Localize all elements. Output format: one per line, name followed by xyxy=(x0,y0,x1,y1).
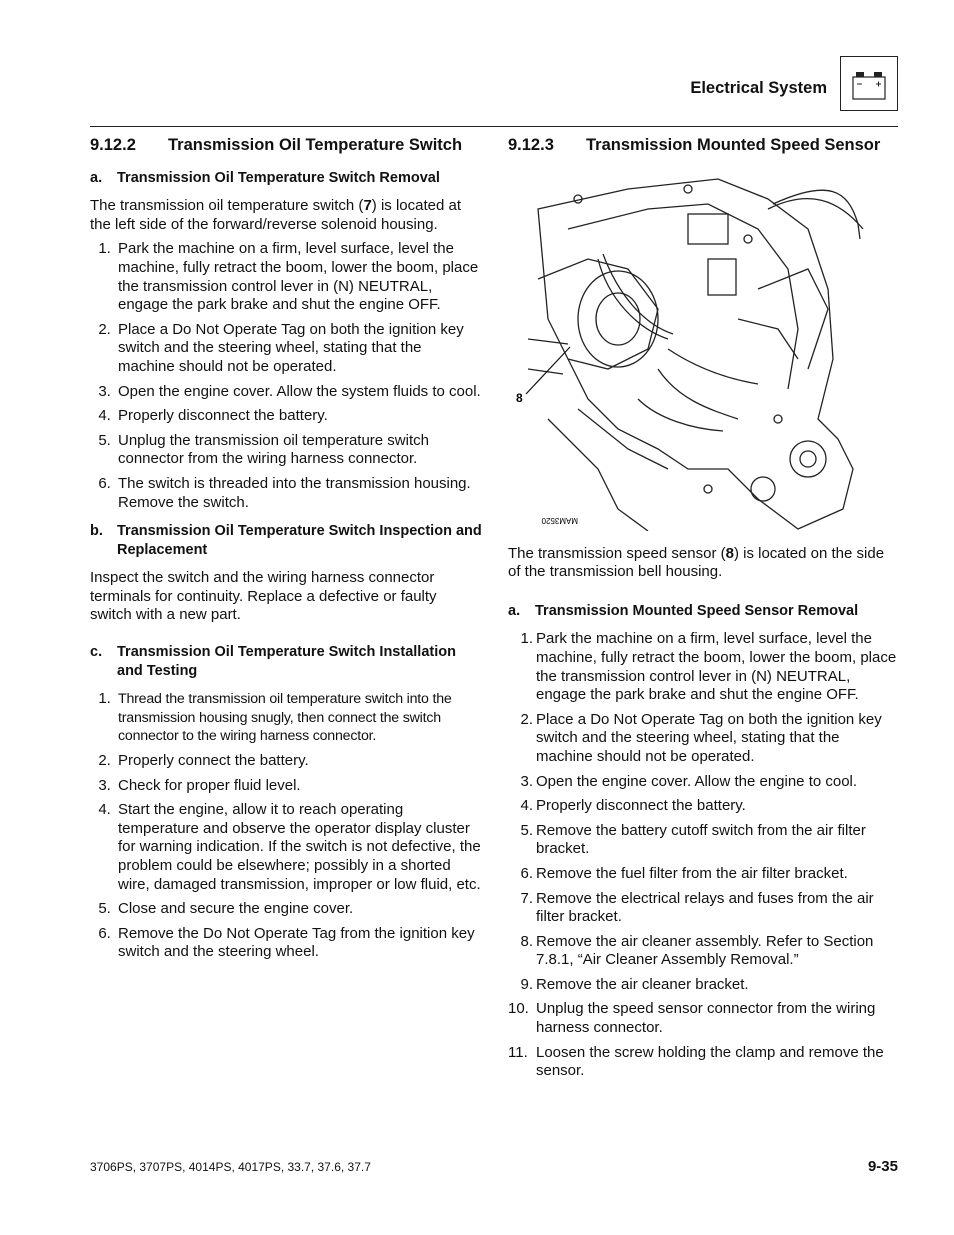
header-section-title: Electrical System xyxy=(690,79,827,97)
list-item: 6. Remove the Do Not Operate Tag from the ignition key switch and the steering wheel. xyxy=(90,924,475,961)
subsection-title: Transmission Oil Temperature Switch Removal xyxy=(117,169,440,186)
list-item: 11. Loosen the screw holding the clamp and remove the sensor. xyxy=(508,1043,884,1080)
section-title: Transmission Oil Temperature Switch xyxy=(168,136,463,154)
list-item: 3. Open the engine cover. Allow the engine to cool. xyxy=(508,772,858,790)
list-item: 4. Start the engine, allow it to reach operating temperature and observe the operator display cluster for warning indication. If the switch is not defective, the problem could be elsewhere; possibly in a shorted wire, damaged transmission, improper or low fluid, etc. xyxy=(90,801,481,893)
right-column xyxy=(508,134,900,1089)
list-item: 10. Unplug the speed sensor connector from the wiring harness connector. xyxy=(508,1000,876,1037)
list-item: 6. The switch is threaded into the transmission housing. Remove the switch. xyxy=(90,474,471,511)
section-number: 9.12.2 xyxy=(90,136,136,154)
battery-icon xyxy=(840,56,898,111)
installation-steps xyxy=(90,690,482,962)
list-item: 1. Thread the transmission oil temperature switch into the transmission housing snugly, then connect the switch connector to the wiring harness connector. xyxy=(90,690,452,745)
list-item: 2. Properly connect the battery. xyxy=(90,752,309,770)
subsection-letter: b. xyxy=(90,523,103,540)
battery-icon-graphic xyxy=(841,57,897,110)
section-heading-9-12-3 xyxy=(508,136,900,155)
list-item: 1. Park the machine on a firm, level surface, level the machine, fully retract the boom, lower the boom, place the transmission control lever in (N) NEUTRAL, engage the park brake and shut the engine OFF. xyxy=(508,630,897,704)
list-item: 5. Remove the battery cutoff switch from the air filter bracket. xyxy=(508,821,866,858)
subsection-letter: c. xyxy=(90,644,103,661)
subsection-letter: a. xyxy=(90,169,103,186)
list-item: 8. Remove the air cleaner assembly. Refer to Section 7.8.1, “Air Cleaner Assembly Removal.” xyxy=(508,932,874,969)
list-item: 5. Close and secure the engine cover. xyxy=(90,900,354,918)
list-item: 6. Remove the fuel filter from the air filter bracket. xyxy=(508,864,848,882)
left-column xyxy=(90,134,482,970)
subsection-title: Transmission Oil Temperature Switch Installation and Testing xyxy=(117,644,456,679)
list-item: 5. Unplug the transmission oil temperature switch connector from the wiring harness connector. xyxy=(90,431,429,468)
section-title: Transmission Mounted Speed Sensor xyxy=(586,136,881,154)
inspection-paragraph: Inspect the switch and the wiring harness connector terminals for continuity. Replace a defective or faulty switch with a new part. xyxy=(90,569,437,624)
subsection-a-heading xyxy=(508,602,900,621)
page-number: 9-35 xyxy=(867,1158,898,1175)
list-item: 2. Place a Do Not Operate Tag on both the ignition key switch and the steering wheel, stating that the machine should not be operated. xyxy=(508,710,882,765)
header-rule xyxy=(90,126,898,127)
section-heading-9-12-2 xyxy=(90,136,482,155)
list-item: 7. Remove the electrical relays and fuses from the air filter bracket. xyxy=(508,889,874,926)
subsection-letter: a. xyxy=(508,602,521,619)
footer-models: 3706PS, 3707PS, 4014PS, 4017PS, 33.7, 37.6, 37.7 xyxy=(90,1160,371,1174)
subsection-title: Transmission Mounted Speed Sensor Removal xyxy=(535,602,859,619)
intro-paragraph: The transmission oil temperature switch (7) is located at the left side of the forward/reverse solenoid housing. xyxy=(90,197,461,233)
list-item: 4. Properly disconnect the battery. xyxy=(508,797,746,815)
list-item: 2. Place a Do Not Operate Tag on both the ignition key switch and the steering wheel, stating that the machine should not be operated. xyxy=(90,320,464,375)
list-item: 3. Open the engine cover. Allow the system fluids to cool. xyxy=(90,382,481,400)
transmission-illustration xyxy=(508,169,900,531)
figure-code: MAM3520 xyxy=(541,515,578,525)
sensor-removal-steps xyxy=(508,630,900,1080)
speed-sensor-intro: The transmission speed sensor (8) is located on the side of the transmission bell housing. xyxy=(508,544,885,581)
subsection-a-heading xyxy=(90,169,482,188)
list-item: 3. Check for proper fluid level. xyxy=(90,776,301,794)
subsection-c-heading xyxy=(90,643,482,680)
removal-steps xyxy=(90,240,482,512)
list-item: 1. Park the machine on a firm, level surface, level the machine, fully retract the boom, lower the boom, place the transmission control lever in (N) NEUTRAL, engage the park brake and shut the engine OFF. xyxy=(90,240,479,314)
section-number: 9.12.3 xyxy=(508,136,554,154)
list-item: 4. Properly disconnect the battery. xyxy=(90,407,328,425)
figure-callout: 8 xyxy=(516,390,523,405)
subsection-b-heading xyxy=(90,522,482,559)
speed-sensor-figure xyxy=(508,169,900,531)
list-item: 9. Remove the air cleaner bracket. xyxy=(508,975,749,993)
subsection-title: Transmission Oil Temperature Switch Inspection and Replacement xyxy=(117,523,482,558)
